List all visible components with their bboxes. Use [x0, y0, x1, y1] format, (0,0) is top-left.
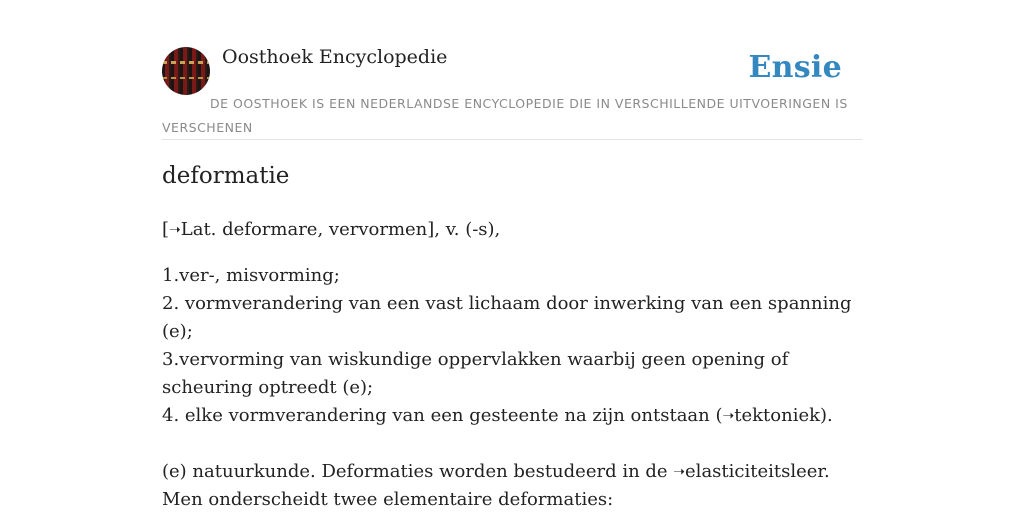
definition-1: 1.ver-, misvorming;	[162, 265, 340, 286]
spacer	[162, 430, 862, 458]
site-header	[162, 46, 862, 140]
tektoniek-link[interactable]: tektoniek	[734, 405, 821, 426]
note-text-end: . Men onderscheidt twee elementaire deformaties:	[162, 461, 830, 510]
definition-2: 2. vormverandering van een vast lichaam door inwerking van een spanning (e);	[162, 293, 852, 342]
site-tagline: DE OOSTHOEK IS EEN NEDERLANDSE ENCYCLOPEDIE DIE IN VERSCHILLENDE UITVOERINGEN IS VERSCHENEN	[162, 96, 848, 135]
note-paragraph	[162, 458, 862, 514]
definition-4-text: 4. elke vormverandering van een gesteente na zijn ontstaan (	[162, 405, 723, 426]
arrow-icon: ➝	[169, 222, 181, 238]
definition-4	[162, 402, 862, 430]
entry-title: deformatie	[162, 163, 290, 189]
definition-4-end: ).	[820, 405, 833, 426]
etymology-text: Lat. deformare, vervormen], v. (-s),	[180, 219, 501, 240]
entry-body	[162, 216, 862, 514]
site-name[interactable]: Oosthoek Encyclopedie	[222, 46, 448, 68]
definition-3: 3.vervorming van wiskundige oppervlakken waarbij geen opening of scheuring optreedt (e);	[162, 349, 789, 398]
arrow-icon: ➝	[673, 464, 686, 480]
ensie-logo[interactable]: Ensie	[748, 50, 842, 85]
open-bracket: [	[162, 219, 170, 240]
encyclopedia-avatar[interactable]	[162, 47, 210, 95]
elasticiteitsleer-link[interactable]: elasticiteitsleer	[685, 461, 825, 482]
arrow-icon: ➝	[722, 408, 735, 424]
etymology	[162, 216, 862, 244]
note-text: (e) natuurkunde. Deformaties worden bestudeerd in de	[162, 461, 674, 482]
